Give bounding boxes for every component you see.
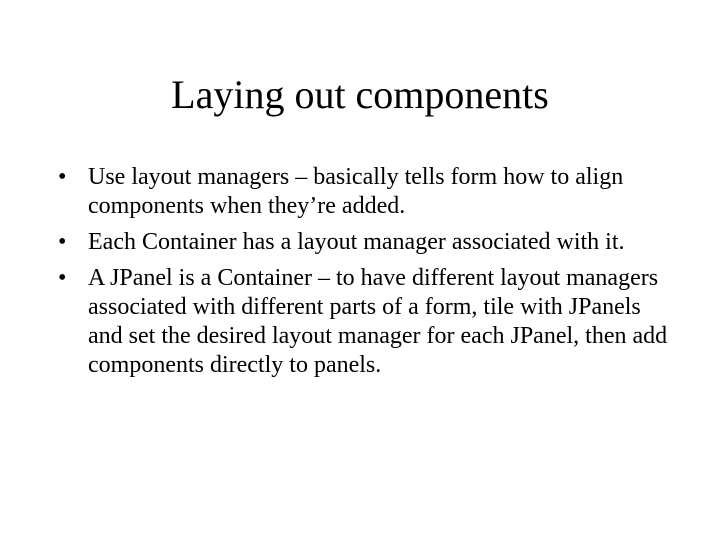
bullet-text: A JPanel is a Container – to have different layout managers associated with different parts of a form, tile with JPanels and set the desired layout manager for each JPanel, then add components directly to panels. (88, 265, 668, 378)
bullet-item (54, 163, 674, 221)
bullet-text: Each Container has a layout manager associated with it. (88, 229, 625, 255)
bullet-item (54, 264, 674, 380)
bullet-item (54, 228, 674, 257)
bullet-text: Use layout managers – basically tells form how to align components when they’re added. (88, 164, 624, 219)
bullet-marker: • (58, 229, 67, 255)
bullet-marker: • (58, 164, 67, 190)
bullet-marker: • (58, 265, 67, 291)
slide-title: Laying out components (171, 72, 549, 117)
bullet-list (54, 163, 674, 387)
